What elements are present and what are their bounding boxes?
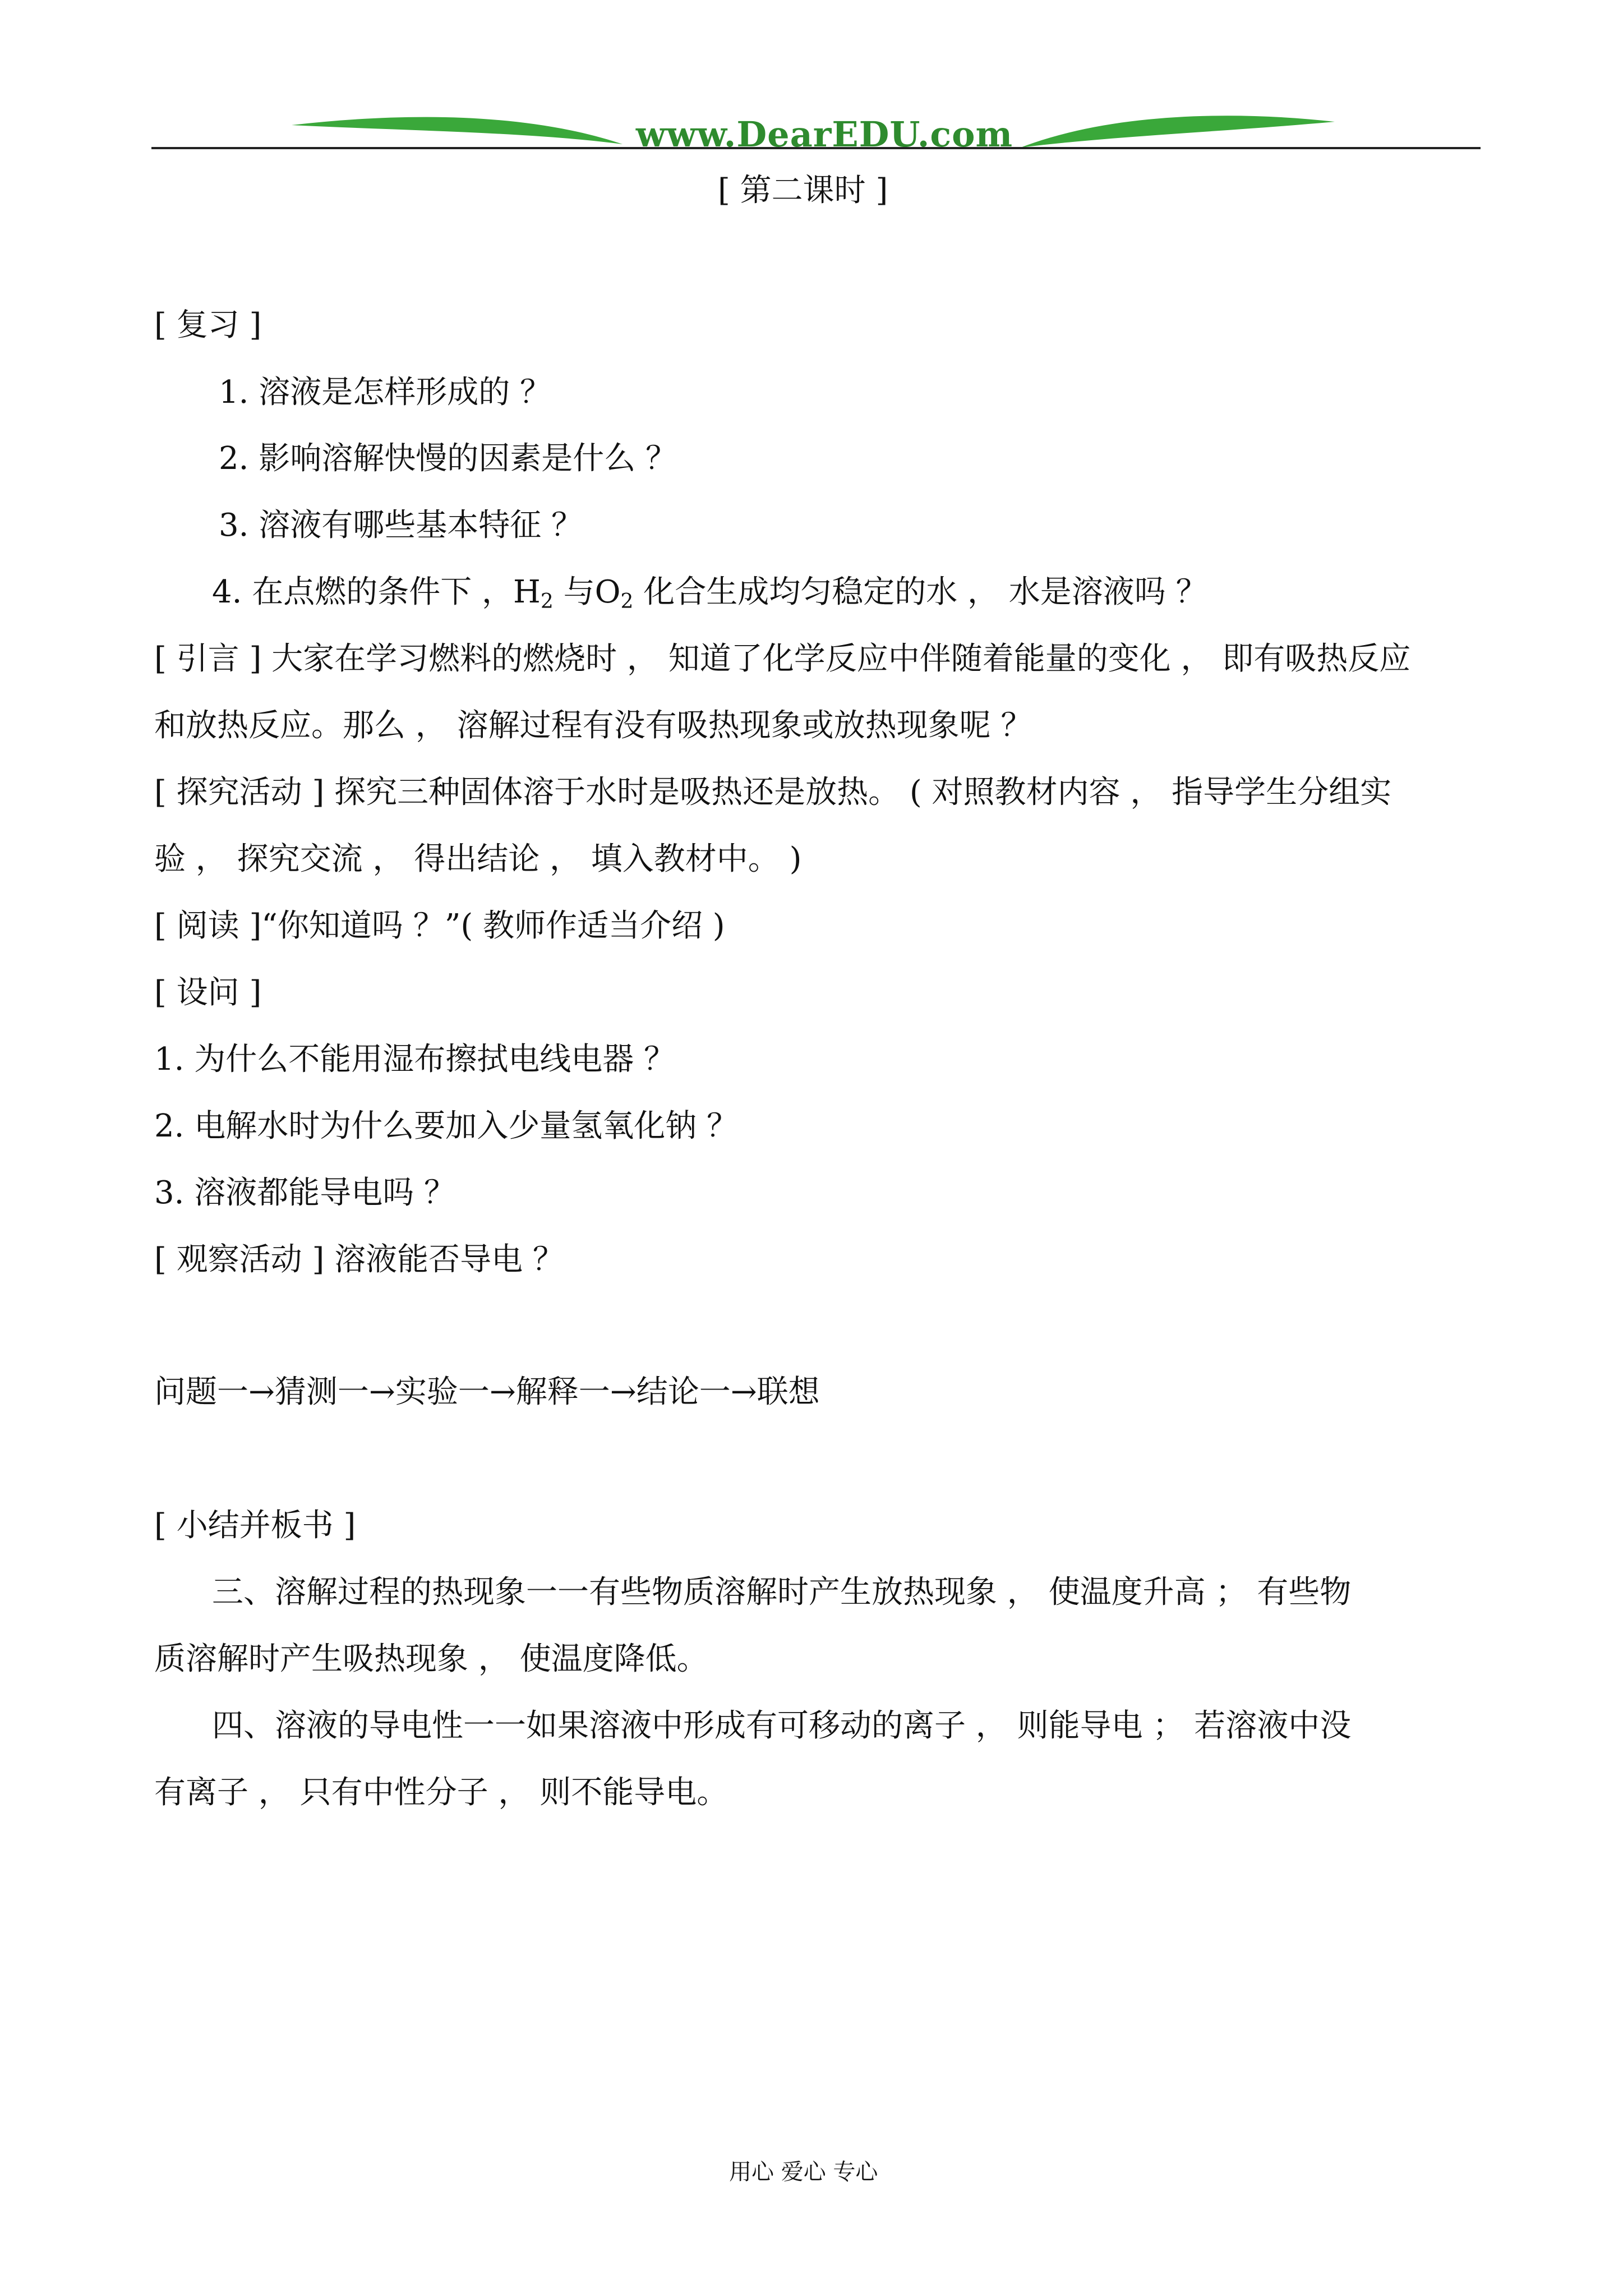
summary-point-3-line-2: 质溶解时产生吸热现象 ， 使温度降低。 <box>154 1641 708 1677</box>
intro-line-1: [ 引言 ] 大家在学习燃料的燃烧时 ， 知道了化学反应中伴随着能量的变化 ， 即有吸热反应 <box>154 641 1411 677</box>
summary-point-3-line-1: 三、溶解过程的热现象一一有些物质溶解时产生放热现象 ， 使温度升高 ； 有些物 <box>212 1574 1352 1611</box>
summary-heading: [ 小结并板书 ] <box>154 1507 356 1544</box>
summary-point-4-line-2: 有离子 ， 只有中性分子 ， 则不能导电。 <box>154 1774 728 1811</box>
review-question-1: 1. 溶液是怎样形成的 ？ <box>219 374 552 411</box>
review-heading: [ 复习 ] <box>154 307 262 343</box>
explore-line-1: [ 探究活动 ] 探究三种固体溶于水时是吸热还是放热。 ( 对照教材内容 ， 指导学生分组实 <box>154 774 1392 811</box>
page-footer: 用心 爱心 专心 <box>729 2159 878 2185</box>
ask-question-1: 1. 为什么不能用湿布擦拭电线电器 ？ <box>154 1041 676 1078</box>
review-question-2: 2. 影响溶解快慢的因素是什么 ？ <box>219 440 677 477</box>
intro-line-2: 和放热反应。那么 ， 溶解过程有没有吸热现象或放热现象呢 ？ <box>154 707 1032 744</box>
review-question-3: 3. 溶液有哪些基本特征 ？ <box>219 507 583 544</box>
header-divider <box>151 147 1481 149</box>
review-question-4 <box>212 573 1207 612</box>
ask-question-3: 3. 溶液都能导电吗 ？ <box>154 1175 456 1211</box>
observe-line: [ 观察活动 ] 溶液能否导电 ？ <box>154 1241 564 1278</box>
explore-line-2: 验 ， 探究交流 ， 得出结论 ， 填入教材中。 ) <box>154 841 802 877</box>
page-title: [ 第二课时 ] <box>718 172 888 209</box>
ask-question-2: 2. 电解水时为什么要加入少量氢氧化钠 ？ <box>154 1108 739 1144</box>
subscript-2: 2 <box>620 590 634 613</box>
review-q4-part-a: 4. 在点燃的条件下 ，H <box>212 574 541 610</box>
summary-point-4-line-1: 四、溶液的导电性一一如果溶液中形成有可移动的离子 ， 则能导电 ； 若溶液中没 <box>212 1708 1352 1744</box>
reading-line: [ 阅读 ]“你知道吗 ？”( 教师作适当介绍 ) <box>154 908 725 944</box>
review-q4-part-b: 与O <box>553 574 621 610</box>
subscript-2: 2 <box>540 590 554 613</box>
process-flow: 问题一→猜测一→实验一→解释一→结论一→联想 <box>154 1374 820 1410</box>
review-q4-part-c: 化合生成均匀稳定的水 ， 水是溶液吗 ？ <box>633 574 1207 610</box>
ask-heading: [ 设问 ] <box>154 974 262 1011</box>
logo-text: www.DearEDU.com <box>635 114 1013 155</box>
site-logo <box>292 109 1335 160</box>
